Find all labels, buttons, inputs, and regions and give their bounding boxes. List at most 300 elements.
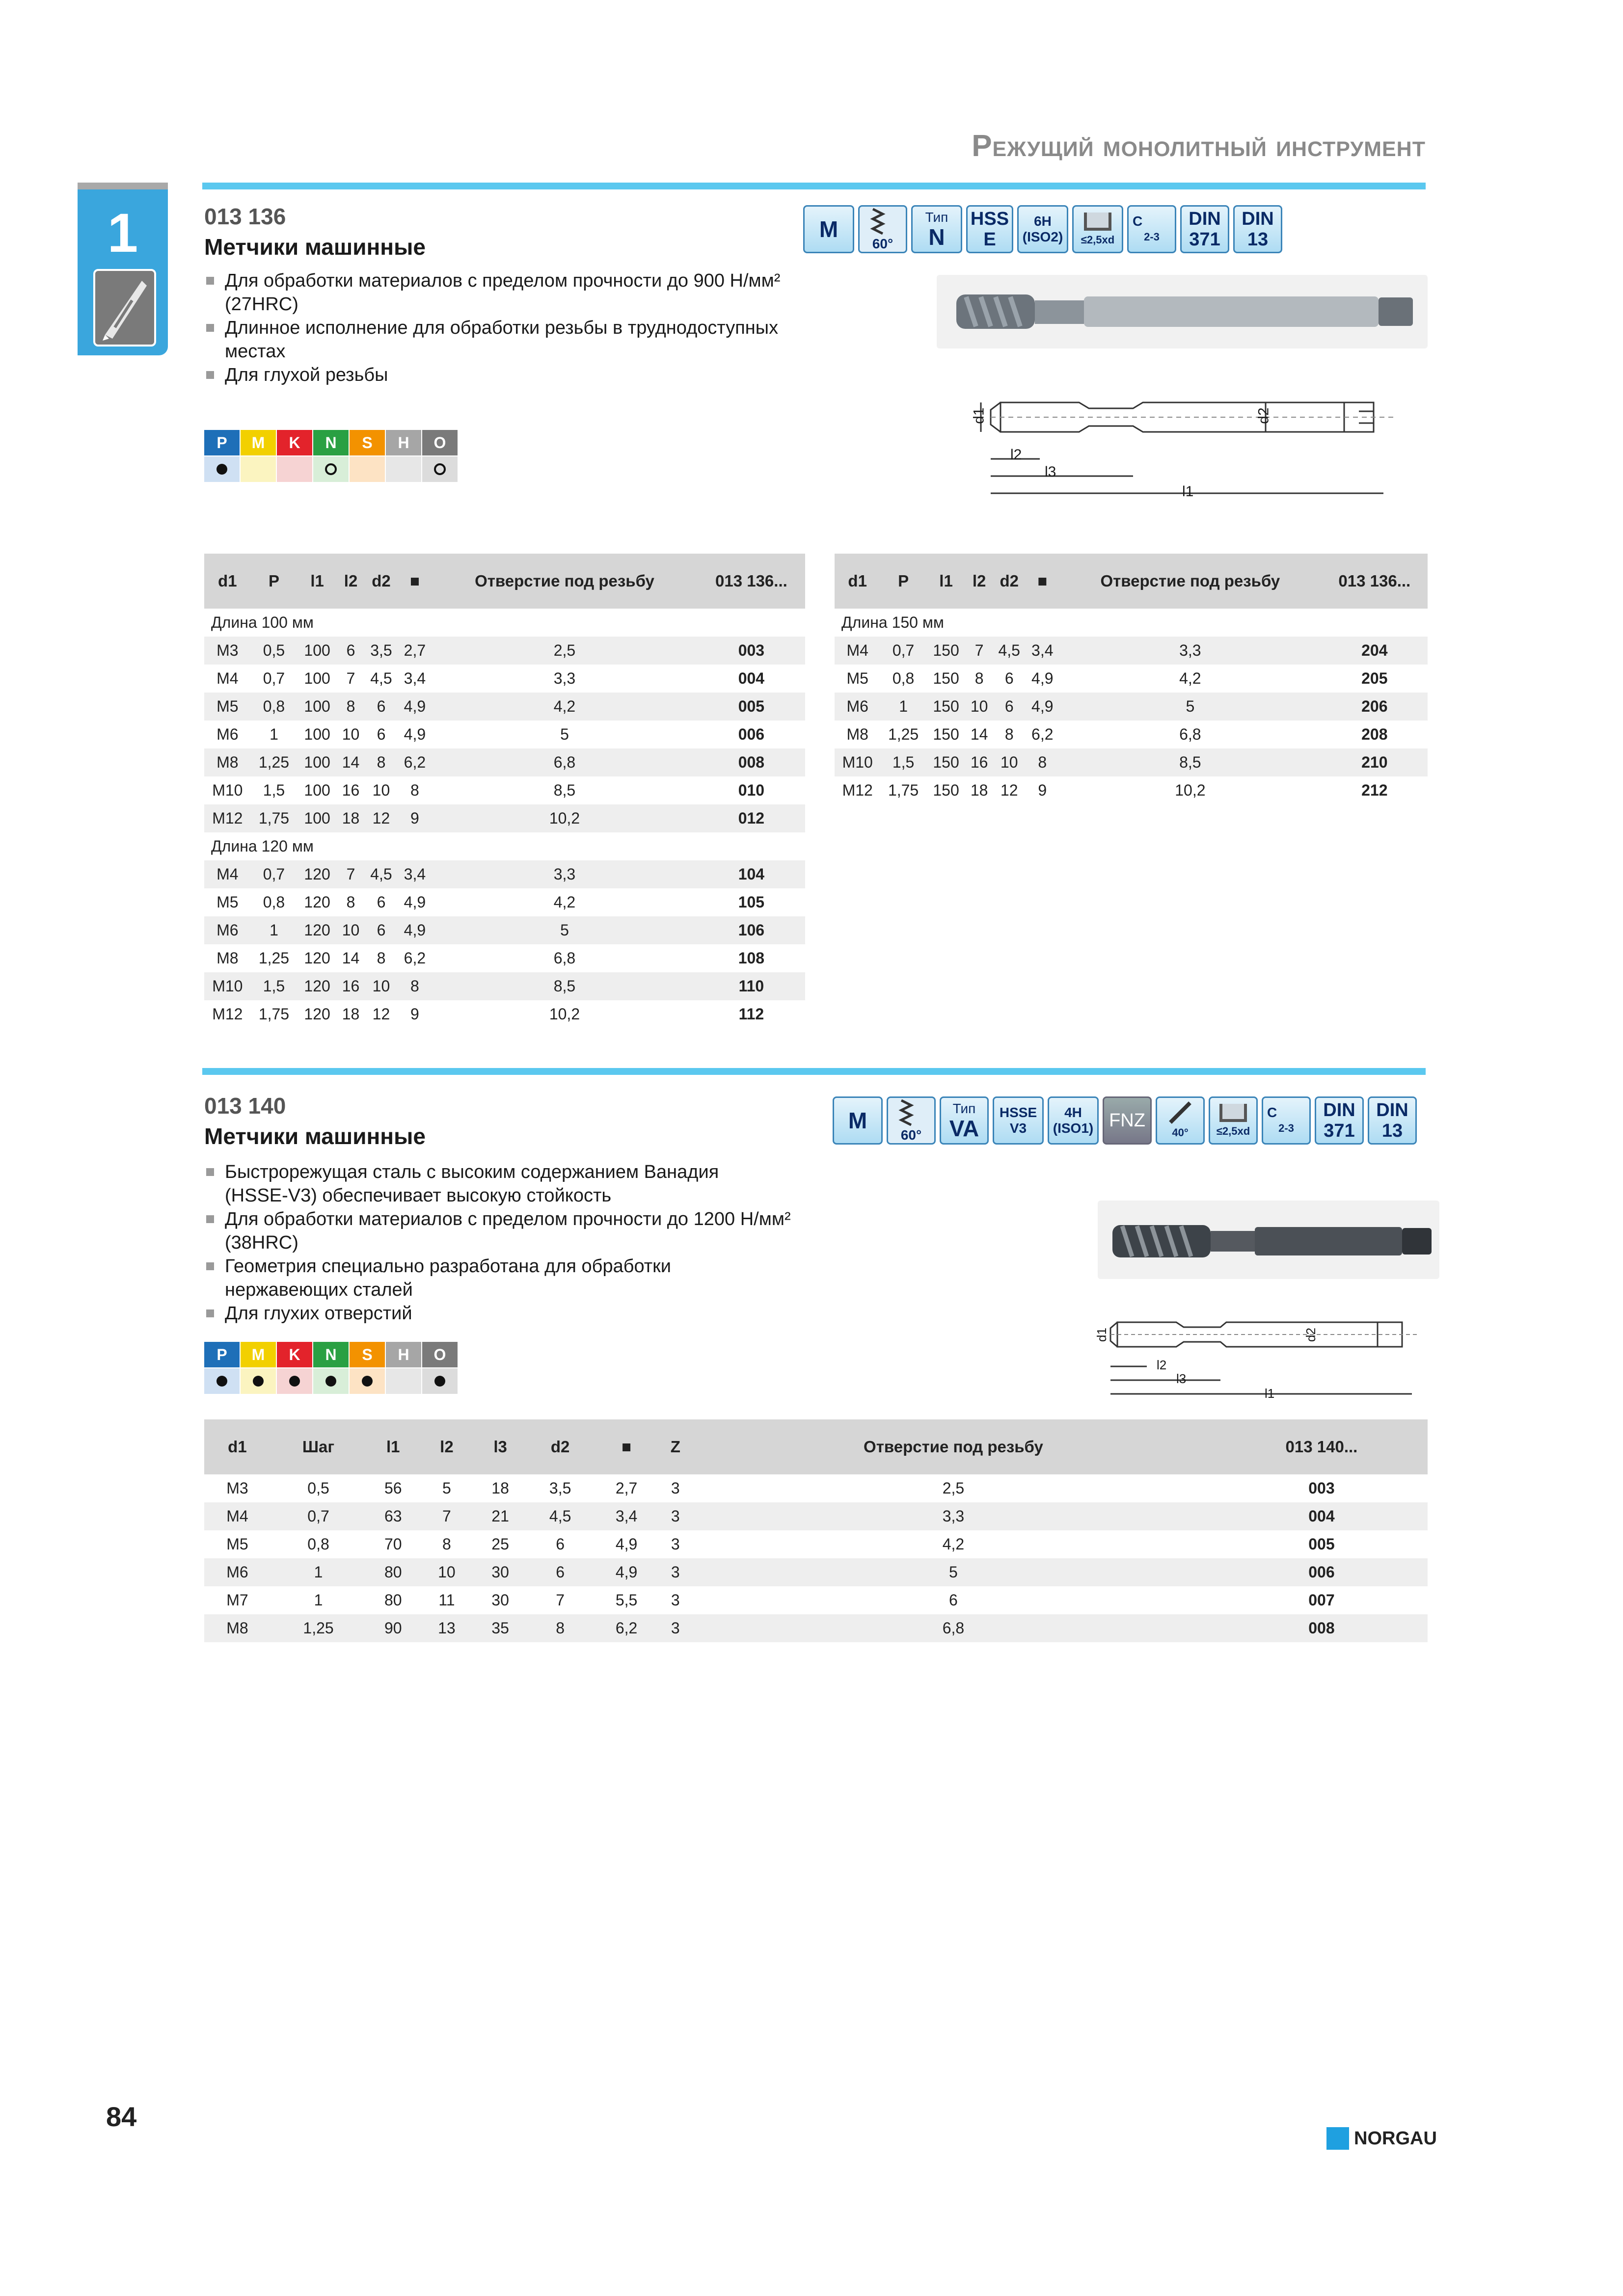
- table-cell: M12: [204, 804, 251, 832]
- column-header: l1: [366, 1419, 420, 1474]
- column-header: ■: [594, 1419, 660, 1474]
- din-13-badge: DIN 13: [1233, 205, 1282, 253]
- table-cell: 4,9: [594, 1558, 660, 1586]
- column-header: P: [251, 554, 298, 609]
- table-cell: 4,2: [942, 1535, 965, 1553]
- table-cell: 12: [372, 1005, 390, 1023]
- feature-item: Быстрорежущая сталь с высоким содержанием Ванадия: [204, 1160, 813, 1184]
- feature-item: Для обработки материалов с пределом прочности до 1200 Н/мм²: [204, 1207, 813, 1231]
- tool-photo: [1098, 1201, 1439, 1279]
- table-row: [204, 888, 805, 916]
- table-cell: 7: [420, 1502, 473, 1530]
- table-cell: M10: [835, 748, 880, 776]
- table-cell: 8: [337, 693, 364, 721]
- table-cell: 90: [366, 1614, 420, 1642]
- table-cell: 6: [377, 725, 386, 743]
- group-label: Длина 120 мм: [211, 837, 314, 855]
- table-cell: 0,8: [307, 1535, 329, 1553]
- table-cell: 6,2: [398, 748, 432, 776]
- table-cell: 2,7: [615, 1479, 638, 1497]
- material-matrix: [204, 430, 459, 482]
- table-cell: 7: [556, 1591, 565, 1609]
- column-header: Отверстие под резьбу: [432, 554, 698, 609]
- table-cell: 105: [738, 893, 765, 911]
- material-group-k: K: [277, 1342, 312, 1367]
- feature-item-cont: местах: [225, 341, 286, 362]
- column-header: Z: [660, 1419, 691, 1474]
- metric-thread-badge: M: [833, 1096, 883, 1145]
- feature-item: Длинное исполнение для обработки резьбы в труднодоступных: [204, 316, 813, 340]
- table-cell: 150: [926, 637, 966, 665]
- table-cell: 204: [1322, 637, 1428, 665]
- table-cell: 005: [698, 693, 805, 721]
- material-group-o: O: [422, 1342, 458, 1367]
- table-row: [204, 1558, 1428, 1586]
- table-cell: 6: [993, 693, 1026, 721]
- table-cell: 3,5: [364, 637, 398, 665]
- top-divider: [202, 183, 1426, 189]
- table-row: [835, 637, 1428, 665]
- table-cell: 10,2: [1175, 781, 1206, 799]
- table-cell: 4,9: [398, 693, 432, 721]
- table-cell: 3,4: [594, 1502, 660, 1530]
- table-cell: 120: [297, 860, 337, 888]
- table-cell: 16: [966, 748, 993, 776]
- table-cell: 4,5: [370, 669, 392, 687]
- table-row: [204, 916, 805, 944]
- table-cell: 8: [398, 972, 432, 1000]
- thread-profile-icon: [868, 207, 897, 236]
- table-cell: 8: [442, 1535, 451, 1553]
- table-cell: 100: [304, 669, 330, 687]
- table-cell: 6: [556, 1535, 565, 1553]
- table-cell: 1: [251, 916, 298, 944]
- table-cell: 150: [933, 781, 959, 799]
- table-cell: M5: [226, 1535, 248, 1553]
- dim-label-l2: l2: [1157, 1358, 1167, 1372]
- table-cell: 16: [337, 972, 364, 1000]
- column-header: d2: [527, 1419, 594, 1474]
- column-header: l2: [420, 1419, 473, 1474]
- table-cell: 18: [342, 1005, 360, 1023]
- table-cell: 18: [970, 781, 988, 799]
- column-header: ■: [398, 554, 432, 609]
- table-cell: M6: [216, 725, 239, 743]
- table-cell: 10,2: [549, 1005, 580, 1023]
- table-cell: 5: [691, 1558, 1216, 1586]
- table-cell: 8: [346, 893, 355, 911]
- table-cell: 4,5: [364, 860, 398, 888]
- table-cell: 10: [966, 693, 993, 721]
- table-cell: 003: [1308, 1479, 1335, 1497]
- table-cell: 110: [698, 972, 805, 1000]
- table-row: [204, 1586, 1428, 1614]
- table-cell: 4,2: [1179, 669, 1201, 687]
- table-cell: M4: [204, 860, 251, 888]
- table-row: [835, 665, 1428, 693]
- table-row: [204, 1000, 805, 1028]
- table-cell: 7: [966, 637, 993, 665]
- table-cell: 6,2: [404, 949, 426, 967]
- table-cell: 8: [1004, 725, 1014, 743]
- table-cell: 8,5: [432, 972, 698, 1000]
- table-cell: 6: [337, 637, 364, 665]
- table-cell: M10: [212, 781, 243, 799]
- material-suitability-p: [204, 456, 240, 482]
- type-badge: Тип VA: [940, 1096, 989, 1145]
- table-cell: M7: [226, 1591, 248, 1609]
- table-cell: M5: [846, 669, 868, 687]
- table-cell: 100: [304, 725, 330, 743]
- dim-label-l1: l1: [1265, 1386, 1275, 1401]
- dim-label-l2: l2: [1010, 447, 1022, 463]
- table-cell: 8,5: [1059, 748, 1322, 776]
- table-cell: 1,5: [880, 748, 926, 776]
- table-cell: M6: [835, 693, 880, 721]
- table-cell: 8: [377, 949, 386, 967]
- table-cell: 150: [933, 669, 959, 687]
- table-cell: 150: [926, 693, 966, 721]
- din-371-badge: DIN 371: [1315, 1096, 1364, 1145]
- table-cell: 3,5: [549, 1479, 571, 1497]
- table-cell: 3,4: [398, 860, 432, 888]
- table-cell: 18: [491, 1479, 509, 1497]
- table-cell: 120: [297, 972, 337, 1000]
- table-cell: 16: [342, 781, 360, 799]
- table-cell: 6,8: [432, 748, 698, 776]
- table-cell: 100: [297, 804, 337, 832]
- material-suitability-k: [277, 1368, 312, 1394]
- column-header: Отверстие под резьбу: [691, 1419, 1216, 1474]
- table-cell: 3,3: [1059, 637, 1322, 665]
- table-cell: 10: [364, 972, 398, 1000]
- table-cell: 106: [698, 916, 805, 944]
- table-cell: M8: [846, 725, 868, 743]
- table-cell: 5: [1059, 693, 1322, 721]
- table-cell: 0,7: [880, 637, 926, 665]
- table-cell: 120: [304, 949, 330, 967]
- recommended-dot-icon: [216, 1376, 227, 1387]
- page-number: 84: [106, 2101, 137, 2132]
- table-cell: 100: [297, 637, 337, 665]
- table-cell: 012: [698, 804, 805, 832]
- material-badge: HSS E: [966, 205, 1013, 253]
- material-group-o: O: [422, 430, 458, 455]
- spec-badges: [833, 1096, 1421, 1145]
- table-cell: 8: [1026, 748, 1059, 776]
- table-cell: 108: [738, 949, 765, 967]
- spec-table-right: [835, 554, 1428, 804]
- table-cell: 4,9: [1026, 693, 1059, 721]
- table-cell: 5,5: [615, 1591, 638, 1609]
- column-header: Отверстие под резьбу: [1059, 554, 1322, 609]
- table-cell: 4,9: [1031, 669, 1054, 687]
- table-cell: 5: [432, 916, 698, 944]
- table-cell: 205: [1361, 669, 1388, 687]
- table-cell: 1: [270, 725, 278, 743]
- table-cell: 4,9: [404, 893, 426, 911]
- material-group-m: M: [241, 1342, 276, 1367]
- table-row: [204, 748, 805, 776]
- chapter-number: 1: [107, 202, 138, 264]
- column-header: d2: [364, 554, 398, 609]
- helix-angle-badge: 40°: [1156, 1096, 1205, 1145]
- table-cell: 7: [337, 860, 364, 888]
- table-cell: 100: [297, 693, 337, 721]
- material-suitability-o: [422, 1368, 458, 1394]
- table-cell: 6: [364, 916, 398, 944]
- feature-list: [204, 269, 813, 387]
- table-cell: 1,5: [251, 972, 298, 1000]
- table-cell: 70: [384, 1535, 402, 1553]
- material-badge: HSSE V3: [993, 1096, 1044, 1145]
- column-header: 013 136...: [1322, 554, 1428, 609]
- table-cell: 3,4: [1026, 637, 1059, 665]
- material-group-p: P: [204, 430, 240, 455]
- spec-table-left: [204, 554, 805, 1028]
- recommended-dot-icon: [434, 1376, 445, 1387]
- spec-badges: [803, 205, 1286, 253]
- table-cell: 104: [698, 860, 805, 888]
- table-cell: M5: [204, 693, 251, 721]
- table-cell: 3,4: [404, 669, 426, 687]
- table-cell: 10: [420, 1558, 473, 1586]
- table-cell: 6: [364, 693, 398, 721]
- table-cell: 210: [1322, 748, 1428, 776]
- table-cell: M8: [204, 1614, 270, 1642]
- table-cell: 5: [442, 1479, 451, 1497]
- table-cell: 63: [366, 1502, 420, 1530]
- table-cell: 6,2: [594, 1614, 660, 1642]
- table-cell: 006: [738, 725, 765, 743]
- chamfer-badge: C 2-3: [1262, 1096, 1311, 1145]
- table-cell: M6: [204, 916, 251, 944]
- table-cell: 80: [366, 1558, 420, 1586]
- dim-label-d2: d2: [1303, 1328, 1318, 1342]
- table-cell: 2,5: [942, 1479, 965, 1497]
- table-cell: 1,75: [888, 781, 919, 799]
- table-cell: 005: [1308, 1535, 1335, 1553]
- table-cell: 14: [337, 748, 364, 776]
- material-suitability-h: [386, 1368, 421, 1394]
- table-cell: 10: [993, 748, 1026, 776]
- table-cell: 8: [410, 781, 419, 799]
- column-header: d1: [835, 554, 880, 609]
- table-row: [204, 1530, 1428, 1558]
- table-cell: 9: [1038, 781, 1047, 799]
- column-header: d2: [993, 554, 1026, 609]
- table-cell: M8: [204, 748, 251, 776]
- column-header: Шаг: [270, 1419, 366, 1474]
- section-title: Режущий монолитный инструмент: [972, 129, 1426, 163]
- table-row: [204, 804, 805, 832]
- tolerance-badge: 6H (ISO2): [1017, 205, 1068, 253]
- table-cell: 11: [438, 1591, 455, 1609]
- product-title: Метчики машинные: [204, 234, 426, 260]
- material-suitability-m: [241, 1368, 276, 1394]
- product-title: Метчики машинные: [204, 1123, 426, 1149]
- table-cell: 3: [671, 1479, 680, 1497]
- table-cell: 1: [880, 693, 926, 721]
- table-cell: M8: [216, 949, 239, 967]
- table-cell: 1,5: [263, 781, 285, 799]
- table-cell: 1,75: [251, 804, 298, 832]
- table-cell: 4,5: [527, 1502, 594, 1530]
- material-group-m: M: [241, 430, 276, 455]
- table-cell: 100: [297, 748, 337, 776]
- recommended-dot-icon: [216, 464, 227, 475]
- table-cell: 10: [372, 781, 390, 799]
- table-cell: 3,3: [691, 1502, 1216, 1530]
- material-suitability-h: [386, 456, 421, 482]
- feature-list: [204, 1160, 813, 1325]
- table-row: [835, 693, 1428, 721]
- table-row: [204, 665, 805, 693]
- recommended-dot-icon: [362, 1376, 373, 1387]
- table-cell: 3: [660, 1614, 691, 1642]
- thread-angle-badge: 60°: [887, 1096, 936, 1145]
- table-row: [204, 1502, 1428, 1530]
- table-row: [835, 721, 1428, 748]
- table-cell: 150: [933, 725, 959, 743]
- table-cell: 100: [304, 781, 330, 799]
- spec-table: [204, 1419, 1428, 1642]
- material-group-n: N: [313, 430, 349, 455]
- column-header: l2: [337, 554, 364, 609]
- table-row: [204, 693, 805, 721]
- blind-hole-icon: [1216, 1102, 1250, 1123]
- table-cell: 8,5: [553, 781, 576, 799]
- table-cell: 206: [1322, 693, 1428, 721]
- table-cell: 3: [671, 1535, 680, 1553]
- technical-drawing: [1094, 1298, 1428, 1408]
- table-cell: 4,9: [398, 916, 432, 944]
- table-cell: 0,8: [892, 669, 915, 687]
- table-cell: 0,7: [251, 860, 298, 888]
- product-code: 013 140: [204, 1093, 286, 1119]
- dim-label-d2: d2: [1255, 407, 1272, 424]
- table-cell: 3,3: [432, 860, 698, 888]
- column-header: d1: [204, 554, 251, 609]
- table-row: [835, 748, 1428, 776]
- recommended-dot-icon: [289, 1376, 300, 1387]
- material-group-k: K: [277, 430, 312, 455]
- column-header: 013 140...: [1216, 1419, 1428, 1474]
- metric-thread-badge: M: [803, 205, 854, 253]
- table-cell: 25: [491, 1535, 509, 1553]
- table-cell: 9: [410, 1005, 419, 1023]
- table-cell: 30: [474, 1558, 527, 1586]
- material-group-p: P: [204, 1342, 240, 1367]
- table-cell: 6: [949, 1591, 958, 1609]
- table-cell: 0,7: [263, 669, 285, 687]
- material-group-s: S: [350, 1342, 385, 1367]
- table-cell: 30: [491, 1591, 509, 1609]
- blind-hole-icon: [1081, 211, 1115, 232]
- table-cell: 007: [1308, 1591, 1335, 1609]
- table-cell: M4: [216, 669, 239, 687]
- table-cell: M6: [204, 1558, 270, 1586]
- table-cell: 004: [1216, 1502, 1428, 1530]
- table-cell: 112: [738, 1005, 764, 1023]
- table-cell: 6: [527, 1558, 594, 1586]
- table-cell: 120: [304, 893, 330, 911]
- chamfer-badge: C 2-3: [1127, 205, 1176, 253]
- coating-badge: FNZ: [1103, 1096, 1152, 1145]
- column-header: ■: [1026, 554, 1059, 609]
- table-cell: 35: [474, 1614, 527, 1642]
- table-cell: 3: [671, 1591, 680, 1609]
- table-cell: 6,8: [553, 949, 576, 967]
- table-cell: 4,9: [404, 725, 426, 743]
- table-cell: 2,7: [398, 637, 432, 665]
- feature-item-cont: (38HRC): [225, 1232, 298, 1253]
- table-cell: 003: [698, 637, 805, 665]
- table-cell: M10: [204, 972, 251, 1000]
- table-cell: 208: [1361, 725, 1388, 743]
- table-row: [204, 637, 805, 665]
- suitable-ring-icon: [325, 463, 337, 475]
- dim-label-d1: d1: [971, 407, 987, 424]
- table-cell: 12: [364, 804, 398, 832]
- dim-label-l3: l3: [1045, 464, 1056, 480]
- table-row: [835, 776, 1428, 804]
- blind-hole-badge: ≤2,5xd: [1072, 205, 1123, 253]
- table-cell: 0,8: [251, 693, 298, 721]
- feature-item: Для глухих отверстий: [204, 1302, 813, 1325]
- feature-item-cont: нержавеющих сталей: [225, 1280, 413, 1300]
- material-group-h: H: [386, 1342, 421, 1367]
- mid-divider: [202, 1068, 1426, 1075]
- table-row: [204, 776, 805, 804]
- table-cell: 1: [314, 1591, 323, 1609]
- suitable-ring-icon: [434, 463, 446, 475]
- column-header: d1: [204, 1419, 270, 1474]
- table-cell: 1,75: [258, 1005, 290, 1023]
- table-cell: 14: [970, 725, 988, 743]
- material-suitability-n: [313, 1368, 349, 1394]
- table-row: [204, 1614, 1428, 1642]
- material-suitability-k: [277, 456, 312, 482]
- din-371-badge: DIN 371: [1180, 205, 1229, 253]
- column-header: 013 136...: [698, 554, 805, 609]
- table-cell: 008: [698, 748, 805, 776]
- feature-item-cont: (HSSE-V3) обеспечивает высокую стойкость: [225, 1185, 612, 1206]
- table-cell: 4,2: [432, 693, 698, 721]
- group-label: Длина 100 мм: [211, 614, 314, 631]
- table-cell: 4,2: [553, 893, 576, 911]
- thread-profile-icon: [896, 1098, 926, 1127]
- table-cell: M5: [216, 893, 239, 911]
- table-cell: M12: [842, 781, 873, 799]
- table-cell: 1,25: [258, 949, 290, 967]
- table-cell: M4: [204, 1502, 270, 1530]
- material-suitability-m: [241, 456, 276, 482]
- table-cell: 8: [364, 748, 398, 776]
- brand-logo: NORGAU: [1326, 2127, 1437, 2150]
- feature-item: Для обработки материалов с пределом прочности до 900 Н/мм²: [204, 269, 813, 293]
- table-cell: 9: [398, 804, 432, 832]
- table-cell: 4,9: [615, 1535, 638, 1553]
- recommended-dot-icon: [253, 1376, 264, 1387]
- technical-drawing: [971, 373, 1403, 510]
- table-cell: 010: [738, 781, 765, 799]
- table-cell: 150: [926, 748, 966, 776]
- table-cell: 1,25: [888, 725, 919, 743]
- table-cell: M4: [835, 637, 880, 665]
- material-suitability-p: [204, 1368, 240, 1394]
- table-cell: 3: [660, 1502, 691, 1530]
